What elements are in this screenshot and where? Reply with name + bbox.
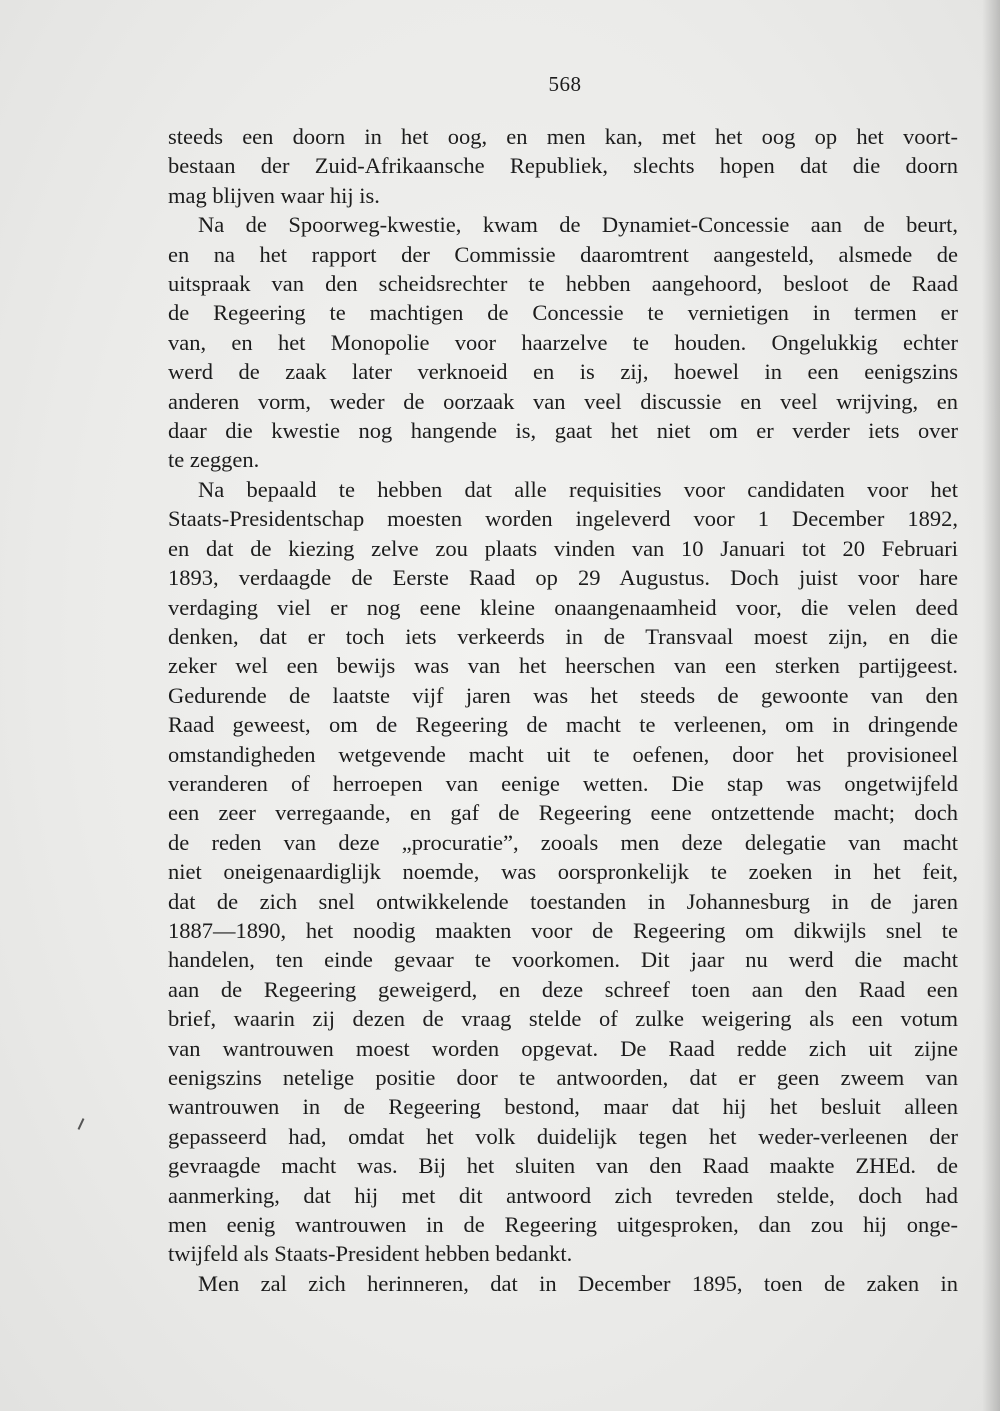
text-line: twijfeld als Staats-President hebben bedankt. bbox=[168, 1241, 573, 1267]
text-line: Na bepaald te hebben dat alle requisities voor candidaten voor het bbox=[198, 476, 958, 502]
text-line: Men zal zich herinneren, dat in December 1895, toen de zaken in bbox=[198, 1270, 958, 1296]
spine-shadow bbox=[982, 0, 1000, 1411]
text-line: mag blijven waar hij is. bbox=[168, 182, 380, 208]
text-line: en na het rapport der Commissie daaromtrent aangesteld, alsmede de bbox=[168, 241, 958, 267]
text-line: gepasseerd had, omdat het volk duidelijk tegen het weder-verleenen der bbox=[168, 1123, 958, 1149]
text-line: gevraagde macht was. Bij het sluiten van den Raad maakte ZHEd. de bbox=[168, 1153, 958, 1179]
text-line: werd de zaak later verknoeid en is zij, hoewel in een eenigszins bbox=[168, 359, 958, 385]
text-line: men eenig wantrouwen in de Regeering uitgesproken, dan zou hij onge- bbox=[168, 1212, 958, 1238]
text-line: daar die kwestie nog hangende is, gaat het niet om er verder iets over bbox=[168, 418, 958, 444]
text-line: Staats-Presidentschap moesten worden ingeleverd voor 1 December 1892, bbox=[168, 506, 958, 532]
text-line: aanmerking, dat hij met dit antwoord zich tevreden stelde, doch had bbox=[168, 1182, 958, 1208]
text-line: Gedurende de laatste vijf jaren was het steeds de gewoonte van den bbox=[168, 682, 958, 708]
text-line: bestaan der Zuid-Afrikaansche Republiek, slechts hopen dat die doorn bbox=[168, 153, 958, 179]
text-line: brief, waarin zij dezen de vraag stelde of zulke weigering als een votum bbox=[168, 1006, 958, 1032]
text-line: dat de zich snel ontwikkelende toestanden in Johannesburg in de jaren bbox=[168, 888, 958, 914]
text-line: niet oneigenaardiglijk noemde, was oorspronkelijk te zoeken in het feit, bbox=[168, 859, 958, 885]
text-line: de Regeering te machtigen de Concessie te vernietigen in termen er bbox=[168, 300, 958, 326]
text-line: aan de Regeering geweigerd, en deze schreef toen aan den Raad een bbox=[168, 976, 958, 1002]
text-line: veranderen of herroepen van eenige wetten. Die stap was ongetwijfeld bbox=[168, 770, 958, 796]
text-line: Raad geweest, om de Regeering de macht te verleenen, om in dringende bbox=[168, 712, 958, 738]
text-line: te zeggen. bbox=[168, 447, 260, 473]
text-line: omstandigheden wetgevende macht uit te oefenen, door het provisioneel bbox=[168, 741, 958, 767]
text-line: Na de Spoorweg-kwestie, kwam de Dynamiet-Concessie aan de beurt, bbox=[198, 212, 958, 238]
text-line: en dat de kiezing zelve zou plaats vinden van 10 Januari tot 20 Februari bbox=[168, 535, 958, 561]
text-line: 1893, verdaagde de Eerste Raad op 29 Augustus. Doch juist voor hare bbox=[168, 565, 958, 591]
text-line: anderen vorm, weder de oorzaak van veel discussie en veel wrijving, en bbox=[168, 388, 958, 414]
text-line: denken, dat er toch iets verkeerds in de Transvaal moest zijn, en die bbox=[168, 623, 958, 649]
text-line: de reden van deze „procuratie”, zooals men deze delegatie van macht bbox=[168, 829, 958, 855]
text-line: eenigszins netelige positie door te antwoorden, dat er geen zweem van bbox=[168, 1065, 958, 1090]
text-line: steeds een doorn in het oog, en men kan, met het oog op het voort- bbox=[168, 124, 958, 149]
margin-mark bbox=[78, 1118, 85, 1130]
text-line: van, en het Monopolie voor haarzelve te houden. Ongelukkig echter bbox=[168, 329, 958, 355]
text-line: wantrouwen in de Regeering bestond, maar dat hij het besluit alleen bbox=[168, 1094, 958, 1120]
text-line: uitspraak van den scheidsrechter te hebben aangehoord, besloot de Raad bbox=[168, 271, 958, 297]
text-line: handelen, ten einde gevaar te voorkomen. Dit jaar nu werd die macht bbox=[168, 947, 958, 973]
text-line: verdaging viel er nog eene kleine onaangenaamheid voor, die velen deed bbox=[168, 594, 958, 620]
page-number: 568 bbox=[548, 72, 582, 96]
text-line: van wantrouwen moest worden opgevat. De Raad redde zich uit zijne bbox=[168, 1035, 958, 1061]
text-line: zeker wel een bewijs was van het heerschen van een sterken partijgeest. bbox=[168, 653, 958, 679]
text-line: 1887—1890, het noodig maakten voor de Regeering om dikwijls snel te bbox=[168, 917, 958, 943]
text-line: een zeer verregaande, en gaf de Regeering eene ontzettende macht; doch bbox=[168, 800, 958, 826]
body-text bbox=[168, 122, 958, 1298]
